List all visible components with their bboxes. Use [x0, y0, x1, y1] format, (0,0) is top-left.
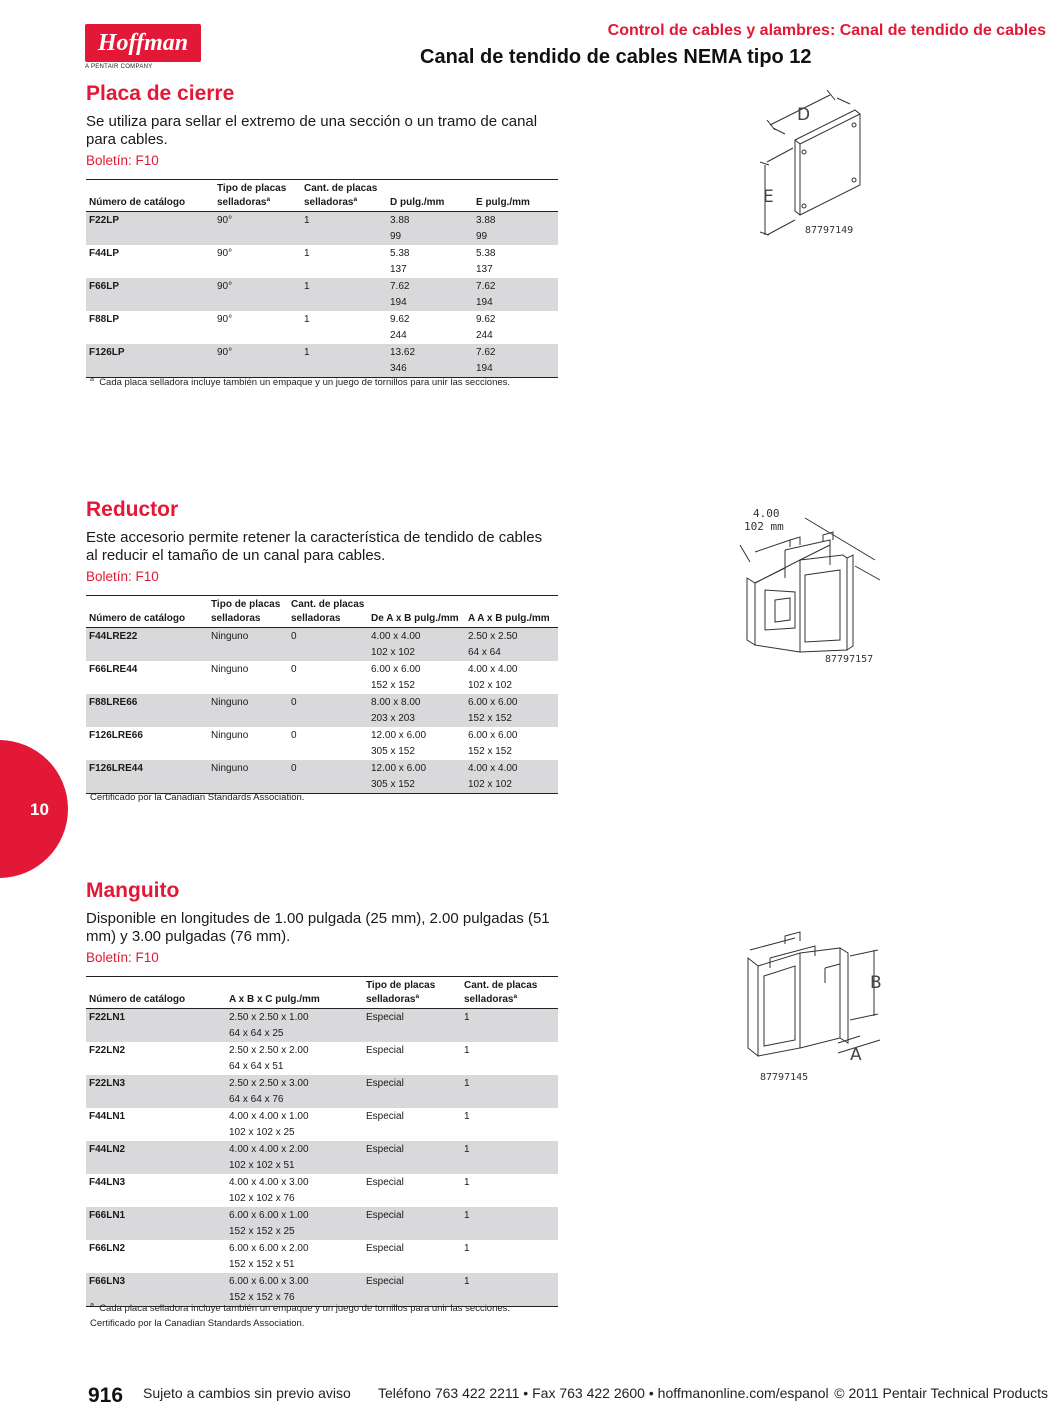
col-header: Número de catálogo	[86, 180, 214, 212]
value-in: 12.00 x 6.00	[371, 763, 427, 774]
table-row	[86, 311, 558, 344]
value-in: 4.00 x 4.00	[468, 664, 518, 675]
cell: Especial	[366, 1177, 404, 1188]
reducer-diagram	[735, 500, 895, 670]
cell: 1	[301, 344, 387, 378]
cell: 90°	[214, 278, 301, 311]
value-mm: 244	[476, 330, 493, 341]
catalog-number: F126LP	[86, 344, 214, 378]
catalog-number: F66LN2	[89, 1243, 126, 1254]
cell: 1	[464, 1045, 470, 1056]
cell	[465, 760, 558, 794]
value-mm: 64 x 64 x 51	[229, 1061, 284, 1072]
catalog-number: F88LRE66	[86, 694, 208, 727]
catalog-number: F22LP	[86, 212, 214, 246]
section-description-reductor: Este accesorio permite retener la característica de tendido de cables al reducir el tamaño de un canal para cables.	[86, 529, 543, 564]
col-header: De A x B pulg./mm	[368, 596, 465, 628]
value-in: 2.50 x 2.50 x 3.00	[229, 1078, 309, 1089]
cell	[226, 1042, 363, 1075]
col-header: A A x B pulg./mm	[465, 596, 558, 628]
cell	[226, 1108, 363, 1141]
value-in: 5.38	[390, 248, 410, 259]
value-in: 4.00 x 4.00	[371, 631, 421, 642]
cell: Ninguno	[211, 664, 249, 675]
cell	[465, 628, 558, 662]
footnote-manguito: $^a$ Cada placa selladora incluye también un empaque y un juego de tornillos para unir las secciones.	[90, 1302, 511, 1315]
value-mm: 102 x 102	[468, 680, 512, 691]
header-category: Control de cables y alambres: Canal de tendido de cables	[607, 22, 1046, 39]
value-mm: 203 x 203	[371, 713, 415, 724]
value-in: 7.62	[476, 347, 496, 358]
footnote-manguito-cert: Certificado por la Canadian Standards Association.	[90, 1318, 305, 1329]
cell: Especial	[363, 1207, 461, 1240]
closure-plate-diagram	[755, 90, 875, 245]
table-row	[86, 694, 558, 727]
table-manguito	[86, 976, 558, 1307]
bulletin-link-reductor[interactable]: Boletín: F10	[86, 569, 159, 584]
cell	[368, 694, 465, 727]
value-mm: 346	[390, 363, 407, 374]
value-mm: 64 x 64 x 76	[229, 1094, 284, 1105]
cell: 90°	[217, 314, 233, 325]
cell: 0	[288, 760, 368, 794]
hoffman-logo: Hoffman	[97, 30, 189, 56]
value-mm: 64 x 64 x 25	[229, 1028, 284, 1039]
cell: 1	[301, 278, 387, 311]
col-header: Número de catálogo	[86, 977, 226, 1009]
catalog-number: F126LRE44	[86, 760, 208, 794]
value-in: 6.00 x 6.00	[468, 697, 518, 708]
table-row	[86, 1108, 558, 1141]
bulletin-link-placa[interactable]: Boletín: F10	[86, 153, 159, 168]
table-row	[86, 1042, 558, 1075]
col-header: Tipo de placas selladorasª	[363, 977, 461, 1009]
table-row	[86, 727, 558, 760]
col-header: E pulg./mm	[473, 180, 558, 212]
footer-copyright: © 2011 Pentair Technical Products	[834, 1385, 1048, 1401]
value-in: 4.00 x 4.00 x 1.00	[229, 1111, 309, 1122]
table-row	[86, 1075, 558, 1108]
sleeve-diagram	[740, 928, 900, 1088]
cell	[387, 311, 473, 344]
cell: 90°	[217, 248, 233, 259]
cell: Ninguno	[211, 730, 249, 741]
cell: Especial	[366, 1045, 404, 1056]
catalog-number: F126LRE66	[89, 730, 143, 741]
cell	[465, 694, 558, 727]
cell: 0	[291, 664, 297, 675]
value-in: 5.38	[476, 248, 496, 259]
value-in: 2.50 x 2.50 x 1.00	[229, 1012, 309, 1023]
cell: 1	[304, 314, 310, 325]
page-number: 916	[88, 1384, 124, 1407]
cell: Especial	[363, 1075, 461, 1108]
cell: 0	[288, 694, 368, 727]
value-mm: 305 x 152	[371, 779, 415, 790]
value-mm: 152 x 152 x 25	[229, 1226, 295, 1237]
value-mm: 244	[390, 330, 407, 341]
value-in: 9.62	[476, 314, 496, 325]
table-row	[86, 661, 558, 694]
figure-number: 87797149	[805, 225, 854, 236]
value-mm: 99	[390, 231, 402, 242]
catalog-number: F66LP	[86, 278, 214, 311]
cell	[473, 245, 558, 278]
value-mm: 152 x 152	[371, 680, 415, 691]
cell	[387, 245, 473, 278]
cell: 1	[464, 1177, 470, 1188]
value-mm: 102 x 102 x 25	[229, 1127, 295, 1138]
value-mm: 152 x 152 x 76	[229, 1292, 295, 1303]
table-row	[86, 245, 558, 278]
value-in: 4.00 x 4.00	[468, 763, 518, 774]
dimension-label-mm: 102 mm	[744, 520, 784, 533]
section-title-reductor: Reductor	[86, 498, 179, 521]
cell	[473, 278, 558, 311]
value-mm: 102 x 102 x 51	[229, 1160, 295, 1171]
catalog-number: F44LN2	[86, 1141, 226, 1174]
dimension-label-d: D	[797, 105, 811, 125]
value-in: 3.88	[390, 215, 410, 226]
catalog-number: F22LN1	[86, 1009, 226, 1043]
value-in: 2.50 x 2.50 x 2.00	[229, 1045, 309, 1056]
value-in: 8.00 x 8.00	[371, 697, 421, 708]
cell: 0	[291, 730, 297, 741]
figure-number: 87797145	[760, 1072, 809, 1083]
dimension-label-in: 4.00	[753, 507, 780, 520]
cell: 1	[461, 1141, 558, 1174]
footer-contact: Teléfono 763 422 2211 • Fax 763 422 2600 • hoffmanonline.com/espanol	[378, 1385, 829, 1401]
value-in: 6.00 x 6.00 x 1.00	[229, 1210, 309, 1221]
value-mm: 137	[390, 264, 407, 275]
cell	[473, 311, 558, 344]
col-header: A x B x C pulg./mm	[226, 977, 363, 1009]
cell	[387, 344, 473, 378]
value-mm: 305 x 152	[371, 746, 415, 757]
col-header: Tipo de placas selladoras	[208, 596, 288, 628]
value-in: 12.00 x 6.00	[371, 730, 427, 741]
catalog-number: F22LN2	[89, 1045, 126, 1056]
cell	[387, 212, 473, 246]
table-row	[86, 344, 558, 378]
cell	[465, 727, 558, 760]
cell: 1	[301, 212, 387, 246]
col-header: Cant. de placas selladorasª	[461, 977, 558, 1009]
catalog-number: F88LP	[89, 314, 120, 325]
cell: 1	[461, 1075, 558, 1108]
catalog-number: F66LN3	[86, 1273, 226, 1307]
value-in: 4.00 x 4.00 x 2.00	[229, 1144, 309, 1155]
value-in: 4.00 x 4.00 x 3.00	[229, 1177, 309, 1188]
logo-subtitle: A PENTAIR COMPANY	[85, 64, 153, 70]
section-title-manguito: Manguito	[86, 879, 180, 902]
cell	[226, 1009, 363, 1043]
table-row	[86, 212, 558, 246]
cell: Especial	[363, 1273, 461, 1307]
cell: 0	[288, 628, 368, 662]
table-row	[86, 1174, 558, 1207]
cell	[226, 1207, 363, 1240]
cell: Ninguno	[208, 694, 288, 727]
value-in: 13.62	[390, 347, 416, 358]
cell: Ninguno	[208, 760, 288, 794]
col-header: Tipo de placas selladorasª	[214, 180, 301, 212]
cell	[368, 628, 465, 662]
cell: 90°	[214, 344, 301, 378]
catalog-number: F66LRE44	[89, 664, 138, 675]
table-row	[86, 760, 558, 794]
value-in: 6.00 x 6.00 x 3.00	[229, 1276, 309, 1287]
value-mm: 99	[476, 231, 488, 242]
value-mm: 137	[476, 264, 493, 275]
cell	[226, 1141, 363, 1174]
section-description-placa: Se utiliza para sellar el extremo de una sección o un tramo de canal para cables.	[86, 113, 538, 148]
value-in: 6.00 x 6.00	[371, 664, 421, 675]
value-in: 7.62	[390, 281, 410, 292]
cell	[473, 344, 558, 378]
value-mm: 152 x 152 x 51	[229, 1259, 295, 1270]
table-row	[86, 1240, 558, 1273]
cell: Ninguno	[208, 628, 288, 662]
cell: Especial	[363, 1141, 461, 1174]
value-mm: 194	[390, 297, 407, 308]
footnote-reductor: Certificado por la Canadian Standards Association.	[90, 792, 305, 803]
table-row	[86, 278, 558, 311]
footnote-text: Cada placa selladora incluye también un empaque y un juego de tornillos para unir las secciones.	[99, 1303, 511, 1315]
cell: 90°	[214, 212, 301, 246]
cell: 1	[464, 1111, 470, 1122]
value-mm: 194	[476, 363, 493, 374]
bulletin-link-manguito[interactable]: Boletín: F10	[86, 950, 159, 965]
value-mm: 152 x 152	[468, 713, 512, 724]
value-in: 7.62	[476, 281, 496, 292]
cell: 1	[461, 1009, 558, 1043]
table-row	[86, 1009, 558, 1043]
footnote-placa: $^a$ Cada placa selladora incluye también un empaque y un juego de tornillos para unir las secciones.	[90, 376, 511, 389]
col-header: Número de catálogo	[86, 596, 208, 628]
cell	[465, 661, 558, 694]
value-in: 3.88	[476, 215, 496, 226]
footer-note: Sujeto a cambios sin previo aviso	[143, 1385, 351, 1401]
table-row	[86, 628, 558, 662]
cell: 1	[461, 1207, 558, 1240]
value-mm: 152 x 152	[468, 746, 512, 757]
footnote-text: Cada placa selladora incluye también un empaque y un juego de tornillos para unir las secciones.	[99, 377, 511, 389]
cell	[473, 212, 558, 246]
table-row	[86, 1207, 558, 1240]
value-mm: 64 x 64	[468, 647, 501, 658]
dimension-label-b: B	[870, 973, 882, 993]
col-header: Cant. de placas selladorasª	[301, 180, 387, 212]
value-in: 2.50 x 2.50	[468, 631, 518, 642]
table-placa	[86, 179, 558, 378]
value-in: 6.00 x 6.00	[468, 730, 518, 741]
cell	[368, 727, 465, 760]
catalog-number: F22LN3	[86, 1075, 226, 1108]
col-header: D pulg./mm	[387, 180, 473, 212]
catalog-number: F44LRE22	[86, 628, 208, 662]
cell: 1	[464, 1243, 470, 1254]
cell: Especial	[366, 1243, 404, 1254]
table-reductor	[86, 595, 558, 794]
cell	[368, 760, 465, 794]
value-mm: 194	[476, 297, 493, 308]
cell: 1	[461, 1273, 558, 1307]
cell: Especial	[366, 1111, 404, 1122]
cell: 1	[304, 248, 310, 259]
catalog-number: F66LN1	[86, 1207, 226, 1240]
chapter-number: 10	[30, 800, 49, 819]
cell	[226, 1240, 363, 1273]
value-mm: 102 x 102	[468, 779, 512, 790]
section-title-placa: Placa de cierre	[86, 82, 235, 105]
col-header: Cant. de placas selladoras	[288, 596, 368, 628]
cell	[226, 1075, 363, 1108]
catalog-number: F44LP	[89, 248, 120, 259]
value-in: 9.62	[390, 314, 410, 325]
table-row	[86, 1141, 558, 1174]
dimension-label-a: A	[850, 1045, 862, 1065]
value-in: 6.00 x 6.00 x 2.00	[229, 1243, 309, 1254]
cell	[368, 661, 465, 694]
dimension-label-e: E	[763, 187, 774, 207]
cell	[387, 278, 473, 311]
cell: Especial	[363, 1009, 461, 1043]
figure-number: 87797157	[825, 654, 874, 665]
cell	[226, 1174, 363, 1207]
section-description-manguito: Disponible en longitudes de 1.00 pulgada (25 mm), 2.00 pulgadas (51 mm) y 3.00 pulgadas (76 mm).	[86, 910, 550, 945]
value-mm: 102 x 102 x 76	[229, 1193, 295, 1204]
catalog-number: F44LN3	[89, 1177, 126, 1188]
catalog-number: F44LN1	[89, 1111, 126, 1122]
value-mm: 102 x 102	[371, 647, 415, 658]
page-title: Canal de tendido de cables NEMA tipo 12	[420, 46, 812, 68]
